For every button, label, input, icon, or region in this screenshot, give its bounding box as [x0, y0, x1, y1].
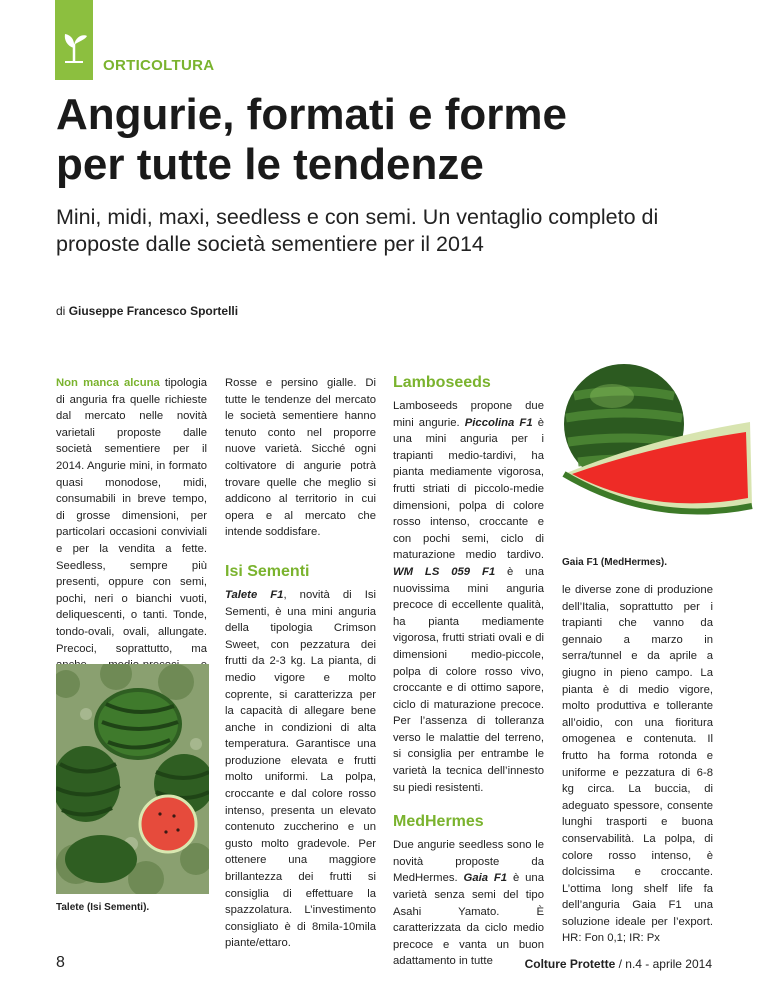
caption-talete: Talete (Isi Sementi). [56, 902, 150, 913]
article-subtitle: Mini, midi, maxi, seedless e con semi. Un ventaglio completo di proposte dalle società sementiere per il 2014 [56, 205, 659, 256]
heading-medhermes: MedHermes [393, 813, 484, 831]
magazine-name: Colture Protette [524, 957, 616, 971]
lambo-text-c: è una nuovissima mini anguria precoce di eccellente qualità, ha pianta mediamente vigorosa, frutti striati ovali e di dimensioni medio-piccole, polpa di colore rosso vivo, croccante e di ottimo sapore, ciclo di maturazione precoce. Per l’assenza di tolleranza verso le malattie del terreno, si consiglia per entrambe le varietà la tecnica dell’innesto su piedi resistenti. [393, 565, 544, 794]
col1-text: tipologia di anguria fra quelle richieste dal mercato nelle novità varietali proposte dalle società sementiere per il 2014. Angurie mini, in formato quasi monodose, midi, consumabili in breve tempo, di grosse dimensioni, per particolari occasioni conviviali e per la vendita a fette. Seedless, sempre più presenti, oppure con semi, pochi, neri o bianchi vuoti, deliquescenti, o tanti. Tonde, tondo-ovali, ovali, allungate. Precoci, soprattutto, ma [56, 377, 207, 655]
lambo-text-a: Lamboseeds propone due mini angurie. [393, 400, 544, 429]
sprout-icon [55, 0, 93, 80]
col2-intro: Rosse e persino gialle. Di tutte le tendenze del mercato le società sementiere hanno tenuto conto nel proporre nuove varietà. Sicché ogni coltivatore di angurie potrà trovare quelle che meglio si addicono al territorio in cui opera e al mercato che intende soddisfare. [225, 377, 376, 539]
column-1 [56, 375, 207, 690]
lambo-text-b: è una mini anguria per i trapianti medio-tardivi, ha pianta mediamente vigorosa, frutti striati di piccolo-medie dimensioni, polpa di colore rosso intenso, croccante e con pochi semi, ciclo di maturazione medio tardivo. [393, 416, 544, 562]
issue-info: / n.4 - aprile 2014 [615, 957, 712, 971]
heading-isi-sementi: Isi Sementi [225, 562, 310, 580]
section-label: ORTICOLTURA [103, 57, 215, 74]
variety-talete: Talete F1 [225, 588, 284, 601]
med-text-b: è una varietà senza semi del tipo Asahi Yamato. È caratterizzata da ciclo medio precoce e vanta un buon adattamento in tutte [393, 872, 544, 968]
title-line-2: per tutte le tendenze [56, 140, 484, 189]
column-2 [225, 375, 376, 952]
caption-gaia: Gaia F1 (MedHermes). [562, 557, 668, 568]
title-line-1: Angurie, formati e forme [56, 90, 567, 139]
col4-text: le diverse zone di produzione dell’Italia, soprattutto per i trapianti che vanno da gennaio a marzo in serra/tunnel e da aprile a giugno in pieno campo. La pianta è di medio vigore, molto produttiva e tollerante all’oidio, con una fioritura omogenea e contenuta. Il frutto ha forma rotonda e uniforme e pezzatura di 6-8 kg circa. La buccia, di adeguato spessore, consente lunghi trasporti e buona conservabilità. La polpa, di colore rosso intenso, è dolcissima e croccante. L’ottima long shelf life fa dell’anguria Gaia F1 una soluzione ideale per l’export. HR: Fon 0,1; IR: Px [562, 584, 713, 945]
column-4 [562, 582, 713, 947]
column-3 [393, 373, 544, 970]
talete-photo [56, 664, 209, 894]
variety-gaia: Gaia F1 [463, 872, 508, 885]
byline [56, 304, 238, 318]
gaia-photo [552, 356, 757, 546]
magazine-footer [525, 957, 712, 971]
page-number: 8 [56, 954, 65, 971]
byline-prefix: di [56, 304, 66, 318]
author-name: Giuseppe Francesco Sportelli [68, 304, 239, 318]
variety-wm-ls-059: WM LS 059 F1 [393, 565, 496, 578]
col2-body: , novità di Isi Sementi, è una mini anguria della tipologia Crimson Sweet, con pezzatura dei frutti da 2-3 kg. La pianta, di medio vigore e molto coprente, si caratterizza per la capacità di allegare bene anche in condizioni di alta temperatura. Garantisce una produzione elevata e frutti molto uniformi. La polpa, croccante e dal colore rosso intenso, presenta un elevato contenuto zuccherino e un gusto molto gradevole. Per ottenere una maggiore brillantezza dei frutti si consiglia di effettuare la spazzolatura. L’investimento consigliato è di 8mila-10mila piante/ettaro. [225, 588, 376, 950]
variety-piccolina: Piccolina F1 [464, 416, 533, 429]
article-title [56, 90, 716, 190]
heading-lamboseeds: Lamboseeds [393, 374, 491, 391]
med-text-a: Due angurie seedless sono le novità proposte da MedHermes. [393, 839, 544, 885]
lead-in: Non manca alcuna [56, 377, 160, 389]
section-logo [55, 0, 93, 80]
